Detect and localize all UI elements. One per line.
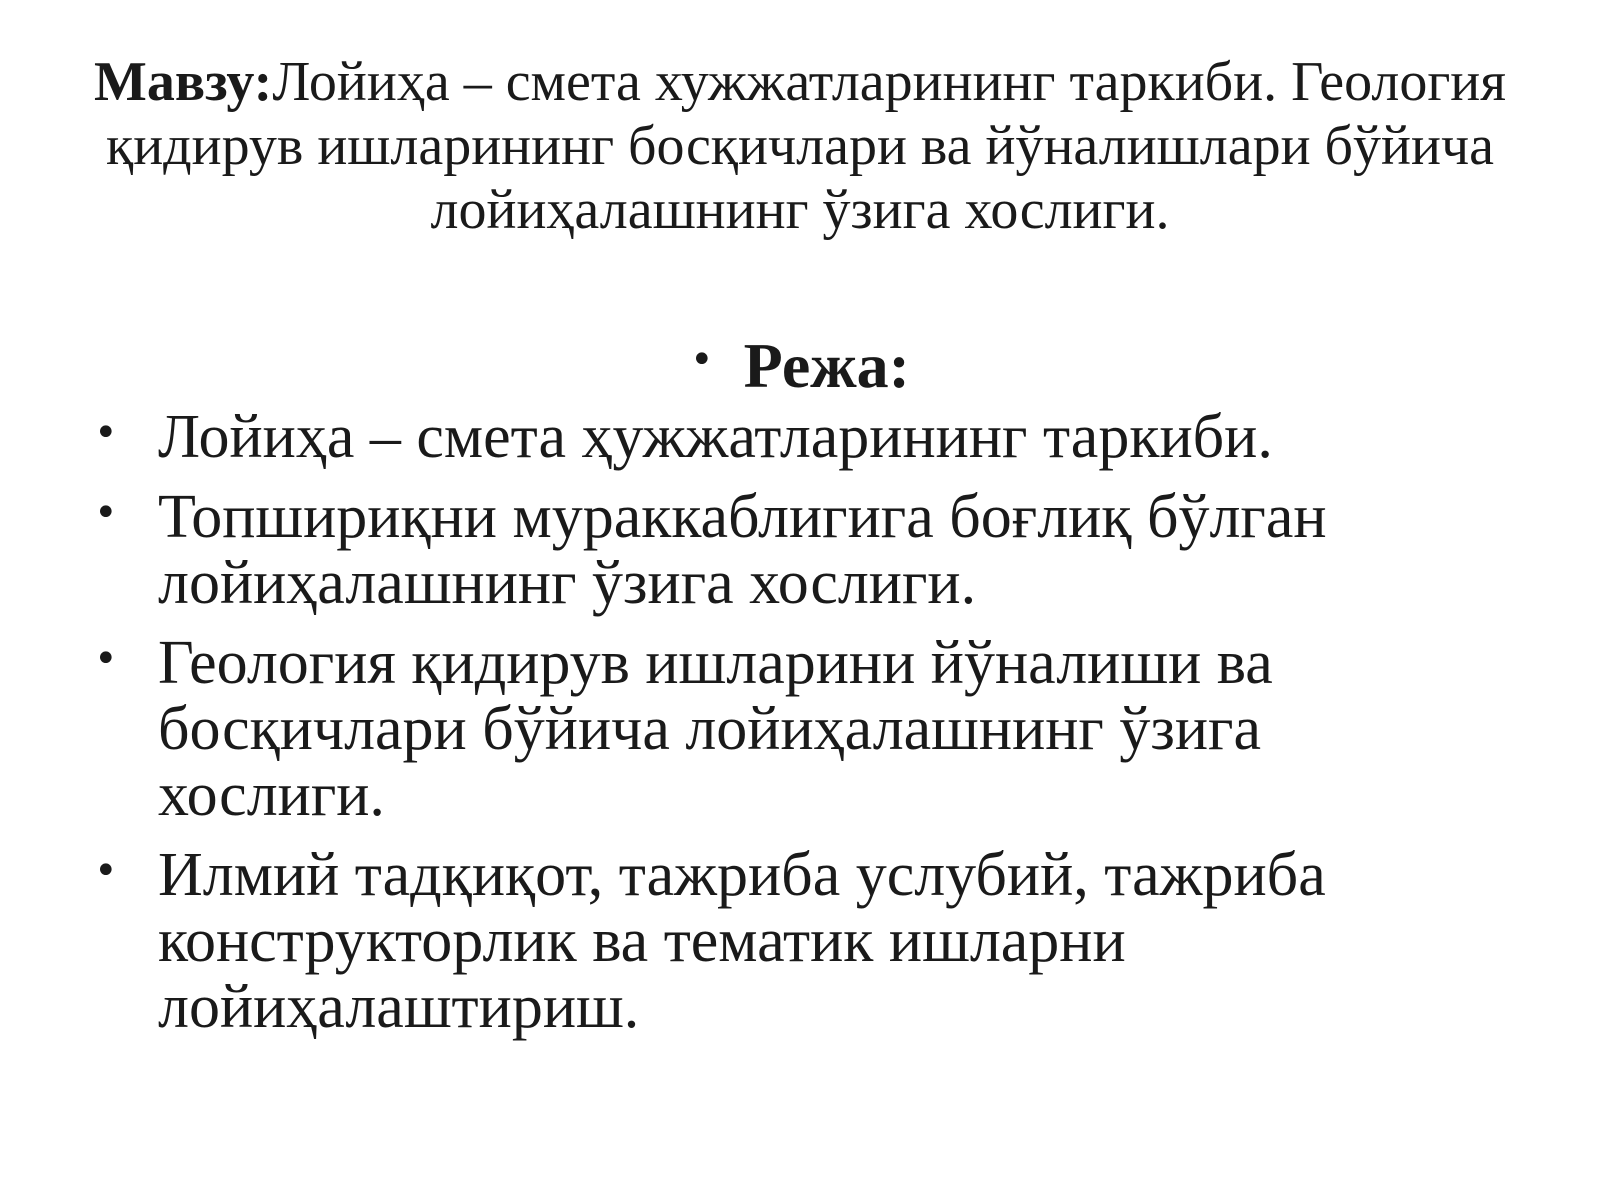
title-text: Лойиҳа – смета хужжатларининг таркиби. Геология қидирув ишларининг босқичлари ва йўналишлари бўйича лойиҳалашнинг ўзига хослиги. (105, 51, 1507, 241)
bullet-icon: • (94, 490, 118, 536)
bullet-icon: • (94, 848, 118, 894)
list-item (0, 404, 1500, 470)
plan-label: Режа: (743, 330, 910, 401)
bullet-icon: • (94, 636, 118, 682)
plan-list (0, 404, 1500, 1054)
plan-heading (0, 322, 1600, 404)
slide-title (50, 50, 1550, 242)
bullet-icon: • (690, 337, 714, 383)
list-item (0, 630, 1500, 828)
list-item-text: Геология қидирув ишларини йўналиши ва босқичлари бўйича лойиҳалашнинг ўзига хослиги. (158, 629, 1273, 829)
list-item-text: Илмий тадқиқот, тажриба услубий, тажриба конструкторлик ва тематик ишларни лойиҳалаштириш. (158, 841, 1326, 1041)
list-item-text: Топшириқни мураккаблигига боғлиқ бўлган лойиҳалашнинг ўзига хослиги. (158, 483, 1327, 617)
list-item-text: Лойиҳа – смета ҳужжатларининг таркиби. (158, 403, 1273, 471)
bullet-icon: • (94, 410, 118, 456)
title-prefix: Мавзу: (93, 51, 273, 113)
list-item (0, 484, 1500, 616)
list-item (0, 842, 1500, 1040)
